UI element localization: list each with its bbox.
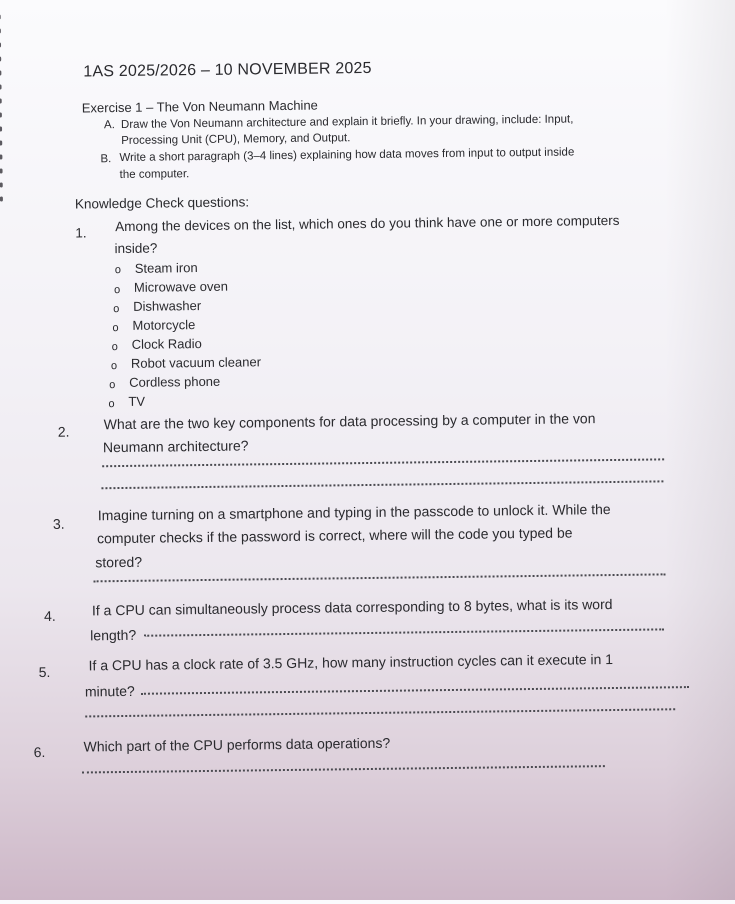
q1-number: 1. bbox=[75, 225, 87, 241]
part-b-line1: Write a short paragraph (3–4 lines) explaining how data moves from input to output inside bbox=[119, 146, 575, 165]
q2-number: 2. bbox=[57, 423, 70, 440]
option-bullet: o bbox=[112, 322, 119, 335]
binder-holes bbox=[0, 14, 9, 210]
answer-line bbox=[82, 765, 605, 773]
option-item: Steam iron bbox=[134, 260, 198, 276]
option-bullet: o bbox=[113, 284, 121, 297]
q1-line2: inside? bbox=[114, 240, 158, 257]
q3-line2: computer checks if the password is correct, where will the code you typed be bbox=[96, 524, 573, 547]
q4-line2: length? bbox=[90, 626, 137, 644]
option-bullet: o bbox=[113, 303, 120, 316]
q2-line2: Neumann architecture? bbox=[102, 437, 249, 456]
option-item: TV bbox=[128, 393, 146, 409]
q3-line3: stored? bbox=[95, 553, 143, 571]
q4-line1: If a CPU can simultaneously process data corresponding to 8 bytes, what is its word bbox=[91, 596, 613, 619]
exercise-title: Exercise 1 – The Von Neumann Machine bbox=[81, 97, 318, 116]
option-bullet: o bbox=[110, 360, 118, 373]
answer-line bbox=[141, 686, 689, 695]
option-item: Dishwasher bbox=[133, 298, 202, 314]
option-bullet: o bbox=[114, 263, 121, 277]
q2-line1: What are the two key components for data processing by a computer in the von bbox=[103, 410, 596, 433]
q6-number: 6. bbox=[33, 743, 46, 761]
option-item: Clock Radio bbox=[131, 336, 202, 352]
part-b-line2: the computer. bbox=[119, 168, 190, 182]
part-a-line2: Processing Unit (CPU), Memory, and Output. bbox=[121, 132, 351, 147]
answer-line bbox=[102, 458, 664, 467]
answer-line bbox=[94, 573, 666, 582]
answer-line bbox=[101, 480, 663, 489]
part-a-line1: Draw the Von Neumann architecture and explain it briefly. In your drawing, include: Input, bbox=[120, 113, 574, 131]
q5-line2: minute? bbox=[84, 682, 135, 700]
knowledge-check-title: Knowledge Check questions: bbox=[74, 194, 250, 212]
q6-line1: Which part of the CPU performs data operations? bbox=[83, 734, 391, 755]
answer-line bbox=[144, 628, 664, 636]
option-item: Robot vacuum cleaner bbox=[130, 354, 262, 371]
worksheet-header: 1AS 2025/2026 – 10 NOVEMBER 2025 bbox=[83, 59, 372, 81]
part-a-label: A. bbox=[103, 119, 115, 132]
q3-line1: Imagine turning on a smartphone and typing in the passcode to unlock it. While the bbox=[97, 501, 611, 524]
q5-number: 5. bbox=[38, 663, 51, 681]
answer-line bbox=[85, 708, 675, 717]
q4-number: 4. bbox=[43, 607, 56, 624]
option-bullet: o bbox=[111, 341, 118, 354]
part-b-label: B. bbox=[100, 153, 112, 166]
option-item: Cordless phone bbox=[129, 373, 221, 390]
q1-line1: Among the devices on the list, which ones do you think have one or more computers bbox=[115, 212, 620, 235]
q5-line1: If a CPU has a clock rate of 3.5 GHz, how many instruction cycles can it execute in 1 bbox=[88, 651, 614, 674]
option-item: Motorcycle bbox=[132, 317, 196, 333]
option-item: Microwave oven bbox=[133, 278, 229, 295]
option-bullet: o bbox=[109, 379, 116, 392]
option-bullet: o bbox=[108, 398, 115, 411]
q3-number: 3. bbox=[52, 515, 65, 532]
